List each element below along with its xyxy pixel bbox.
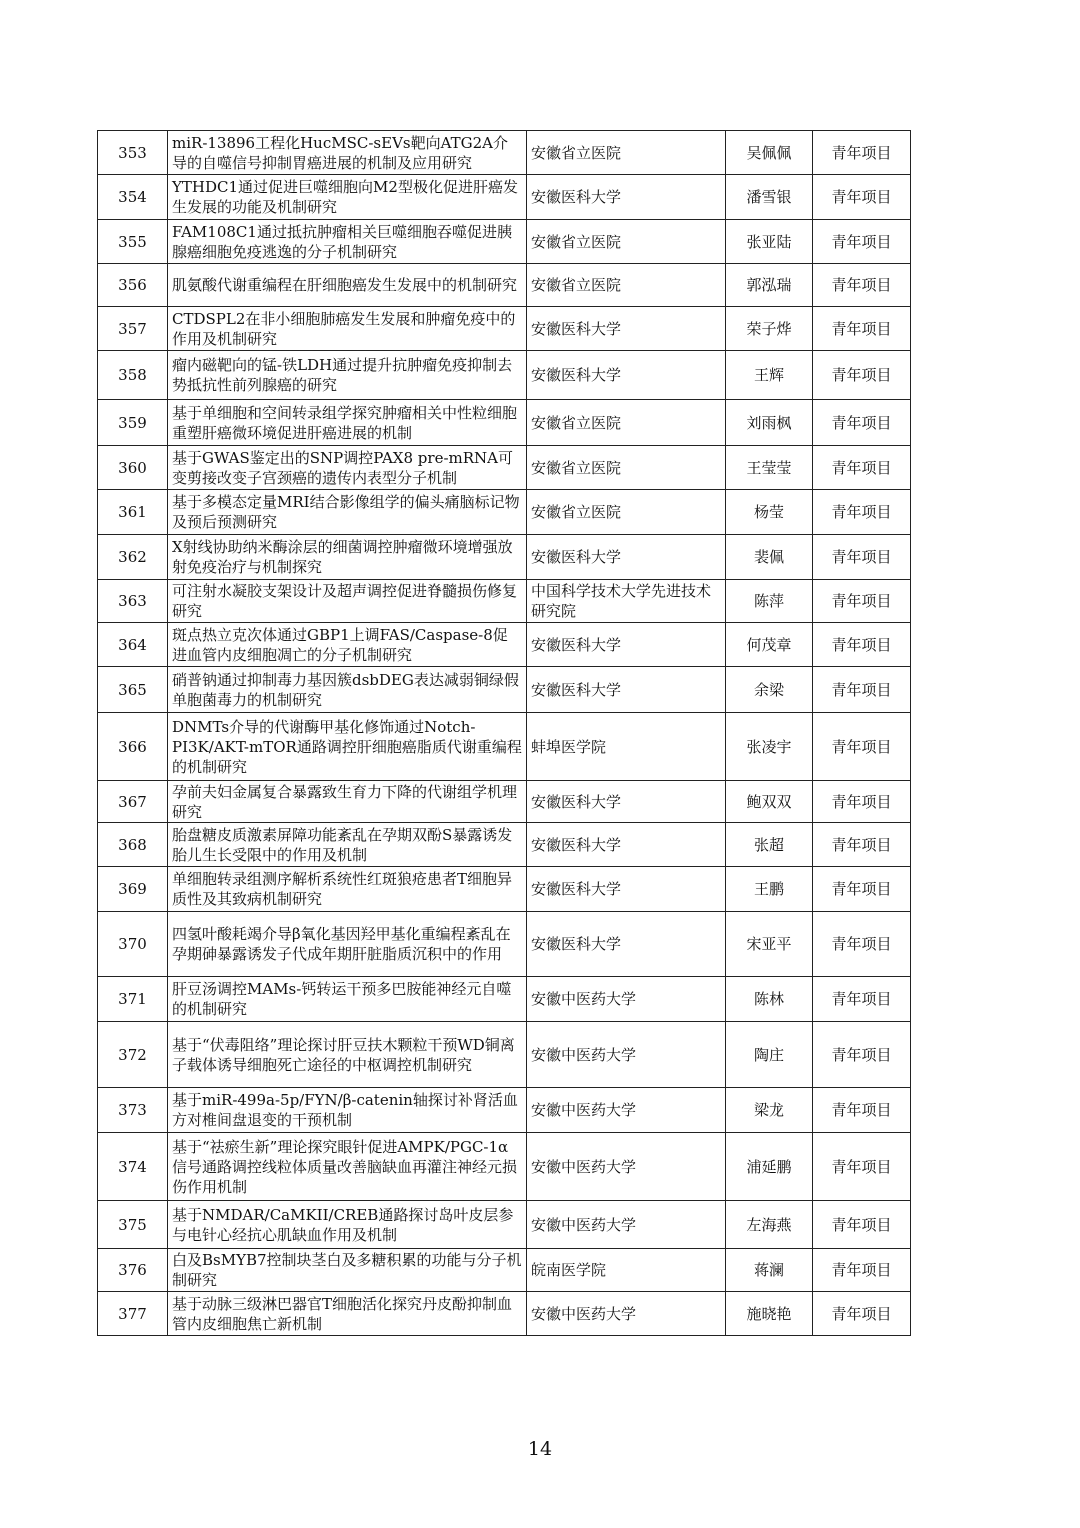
cell-institution: 安徽中医药大学 bbox=[527, 1201, 726, 1249]
cell-institution: 安徽医科大学 bbox=[527, 623, 726, 667]
cell-leader-name: 梁龙 bbox=[726, 1088, 813, 1133]
table-row bbox=[98, 580, 911, 623]
cell-project-title: 瘤内磁靶向的锰-铁LDH通过提升抗肿瘤免疫抑制去势抵抗性前列腺癌的研究 bbox=[168, 351, 527, 400]
cell-project-title: 基于NMDAR/CaMKII/CREB通路探讨岛叶皮层参与电针心经抗心肌缺血作用及机制 bbox=[168, 1201, 527, 1249]
cell-project-title: 肌氨酸代谢重编程在肝细胞癌发生发展中的机制研究 bbox=[168, 264, 527, 307]
table-row bbox=[98, 1022, 911, 1088]
cell-project-title: 单细胞转录组测序解析系统性红斑狼疮患者T细胞异质性及其致病机制研究 bbox=[168, 867, 527, 912]
table-row bbox=[98, 1088, 911, 1133]
cell-project-title: YTHDC1通过促进巨噬细胞向M2型极化促进肝癌发生发展的功能及机制研究 bbox=[168, 175, 527, 220]
cell-number: 356 bbox=[98, 264, 168, 307]
cell-leader-name: 吴佩佩 bbox=[726, 131, 813, 175]
cell-leader-name: 陈林 bbox=[726, 977, 813, 1022]
table-row bbox=[98, 667, 911, 713]
cell-project-title: 基于单细胞和空间转录组学探究肿瘤相关中性粒细胞重塑肝癌微环境促进肝癌进展的机制 bbox=[168, 400, 527, 446]
cell-institution: 安徽省立医院 bbox=[527, 400, 726, 446]
cell-leader-name: 郭泓瑞 bbox=[726, 264, 813, 307]
cell-project-title: 可注射水凝胶支架设计及超声调控促进脊髓损伤修复研究 bbox=[168, 580, 527, 623]
cell-project-type: 青年项目 bbox=[813, 781, 911, 823]
table-row bbox=[98, 220, 911, 264]
cell-project-type: 青年项目 bbox=[813, 307, 911, 351]
cell-number: 358 bbox=[98, 351, 168, 400]
cell-project-type: 青年项目 bbox=[813, 131, 911, 175]
cell-leader-name: 何茂章 bbox=[726, 623, 813, 667]
table-row bbox=[98, 1133, 911, 1201]
table-row bbox=[98, 307, 911, 351]
cell-leader-name: 施晓艳 bbox=[726, 1292, 813, 1336]
cell-institution: 安徽医科大学 bbox=[527, 307, 726, 351]
table-row bbox=[98, 264, 911, 307]
cell-leader-name: 王辉 bbox=[726, 351, 813, 400]
cell-project-title: 斑点热立克次体通过GBP1上调FAS/Caspase-8促进血管内皮细胞凋亡的分子机制研究 bbox=[168, 623, 527, 667]
table-row bbox=[98, 1201, 911, 1249]
cell-institution: 安徽省立医院 bbox=[527, 446, 726, 490]
table-row bbox=[98, 131, 911, 175]
cell-leader-name: 鲍双双 bbox=[726, 781, 813, 823]
table-row bbox=[98, 823, 911, 867]
cell-project-title: 肝豆汤调控MAMs-钙转运干预多巴胺能神经元自噬的机制研究 bbox=[168, 977, 527, 1022]
cell-project-type: 青年项目 bbox=[813, 220, 911, 264]
cell-project-title: 基于多模态定量MRI结合影像组学的偏头痛脑标记物及预后预测研究 bbox=[168, 490, 527, 535]
cell-leader-name: 蒋澜 bbox=[726, 1249, 813, 1292]
cell-project-type: 青年项目 bbox=[813, 535, 911, 580]
cell-number: 357 bbox=[98, 307, 168, 351]
cell-number: 364 bbox=[98, 623, 168, 667]
cell-leader-name: 刘雨枫 bbox=[726, 400, 813, 446]
table-row bbox=[98, 713, 911, 781]
cell-project-type: 青年项目 bbox=[813, 1201, 911, 1249]
cell-institution: 安徽中医药大学 bbox=[527, 1292, 726, 1336]
cell-number: 373 bbox=[98, 1088, 168, 1133]
cell-institution: 安徽省立医院 bbox=[527, 490, 726, 535]
cell-institution: 安徽医科大学 bbox=[527, 175, 726, 220]
cell-number: 367 bbox=[98, 781, 168, 823]
table-row bbox=[98, 175, 911, 220]
cell-project-type: 青年项目 bbox=[813, 580, 911, 623]
cell-leader-name: 陈萍 bbox=[726, 580, 813, 623]
cell-institution: 蚌埠医学院 bbox=[527, 713, 726, 781]
cell-project-type: 青年项目 bbox=[813, 1249, 911, 1292]
cell-project-title: 四氢叶酸耗竭介导β氧化基因羟甲基化重编程紊乱在孕期砷暴露诱发子代成年期肝脏脂质沉积中的作用 bbox=[168, 912, 527, 977]
cell-number: 353 bbox=[98, 131, 168, 175]
cell-number: 360 bbox=[98, 446, 168, 490]
cell-project-type: 青年项目 bbox=[813, 264, 911, 307]
cell-project-type: 青年项目 bbox=[813, 713, 911, 781]
cell-project-title: FAM108C1通过抵抗肿瘤相关巨噬细胞吞噬促进胰腺癌细胞免疫逃逸的分子机制研究 bbox=[168, 220, 527, 264]
cell-number: 369 bbox=[98, 867, 168, 912]
cell-project-type: 青年项目 bbox=[813, 823, 911, 867]
table-row bbox=[98, 400, 911, 446]
cell-project-title: 基于miR-499a-5p/FYN/β-catenin轴探讨补肾活血方对椎间盘退变的干预机制 bbox=[168, 1088, 527, 1133]
table-row bbox=[98, 912, 911, 977]
cell-project-type: 青年项目 bbox=[813, 1088, 911, 1133]
cell-project-type: 青年项目 bbox=[813, 1022, 911, 1088]
cell-institution: 安徽医科大学 bbox=[527, 781, 726, 823]
project-table-body bbox=[98, 131, 911, 1336]
cell-project-title: 胎盘糖皮质激素屏障功能紊乱在孕期双酚S暴露诱发胎儿生长受限中的作用及机制 bbox=[168, 823, 527, 867]
table-row bbox=[98, 977, 911, 1022]
cell-institution: 安徽省立医院 bbox=[527, 131, 726, 175]
cell-institution: 安徽中医药大学 bbox=[527, 1022, 726, 1088]
cell-project-title: miR-13896工程化HucMSC-sEVs靶向ATG2A介导的自噬信号抑制胃癌进展的机制及应用研究 bbox=[168, 131, 527, 175]
cell-leader-name: 王鹏 bbox=[726, 867, 813, 912]
cell-project-type: 青年项目 bbox=[813, 175, 911, 220]
cell-number: 366 bbox=[98, 713, 168, 781]
cell-leader-name: 潘雪银 bbox=[726, 175, 813, 220]
cell-leader-name: 余梁 bbox=[726, 667, 813, 713]
cell-number: 363 bbox=[98, 580, 168, 623]
cell-project-type: 青年项目 bbox=[813, 667, 911, 713]
cell-institution: 安徽医科大学 bbox=[527, 351, 726, 400]
cell-number: 376 bbox=[98, 1249, 168, 1292]
cell-number: 355 bbox=[98, 220, 168, 264]
cell-institution: 安徽中医药大学 bbox=[527, 1088, 726, 1133]
table-row bbox=[98, 535, 911, 580]
cell-project-type: 青年项目 bbox=[813, 351, 911, 400]
cell-project-title: X射线协助纳米酶涂层的细菌调控肿瘤微环境增强放射免疫治疗与机制探究 bbox=[168, 535, 527, 580]
cell-project-title: 基于GWAS鉴定出的SNP调控PAX8 pre-mRNA可变剪接改变子宫颈癌的遗传内表型分子机制 bbox=[168, 446, 527, 490]
cell-leader-name: 张亚陆 bbox=[726, 220, 813, 264]
cell-leader-name: 浦延鹏 bbox=[726, 1133, 813, 1201]
cell-number: 365 bbox=[98, 667, 168, 713]
project-table bbox=[97, 130, 911, 1336]
table-row bbox=[98, 781, 911, 823]
table-row bbox=[98, 1249, 911, 1292]
cell-leader-name: 荣子烨 bbox=[726, 307, 813, 351]
cell-institution: 安徽中医药大学 bbox=[527, 977, 726, 1022]
table-row bbox=[98, 351, 911, 400]
cell-number: 375 bbox=[98, 1201, 168, 1249]
cell-institution: 安徽医科大学 bbox=[527, 912, 726, 977]
cell-number: 377 bbox=[98, 1292, 168, 1336]
cell-leader-name: 陶庄 bbox=[726, 1022, 813, 1088]
cell-project-title: 硝普钠通过抑制毒力基因簇dsbDEG表达减弱铜绿假单胞菌毒力的机制研究 bbox=[168, 667, 527, 713]
cell-leader-name: 杨莹 bbox=[726, 490, 813, 535]
cell-project-title: 基于“伏毒阻络”理论探讨肝豆扶木颗粒干预WD铜离子载体诱导细胞死亡途径的中枢调控机制研究 bbox=[168, 1022, 527, 1088]
cell-project-type: 青年项目 bbox=[813, 400, 911, 446]
cell-leader-name: 裴佩 bbox=[726, 535, 813, 580]
table-row bbox=[98, 490, 911, 535]
cell-number: 368 bbox=[98, 823, 168, 867]
cell-project-title: 基于“祛瘀生新”理论探究眼针促进AMPK/PGC-1α信号通路调控线粒体质量改善脑缺血再灌注神经元损伤作用机制 bbox=[168, 1133, 527, 1201]
cell-project-type: 青年项目 bbox=[813, 623, 911, 667]
cell-project-title: 孕前夫妇金属复合暴露致生育力下降的代谢组学机理研究 bbox=[168, 781, 527, 823]
cell-project-type: 青年项目 bbox=[813, 867, 911, 912]
cell-leader-name: 张凌宇 bbox=[726, 713, 813, 781]
cell-project-title: DNMTs介导的代谢酶甲基化修饰通过Notch-PI3K/AKT-mTOR通路调控肝细胞癌脂质代谢重编程的机制研究 bbox=[168, 713, 527, 781]
cell-project-type: 青年项目 bbox=[813, 446, 911, 490]
cell-project-type: 青年项目 bbox=[813, 1292, 911, 1336]
cell-institution: 安徽医科大学 bbox=[527, 867, 726, 912]
cell-institution: 皖南医学院 bbox=[527, 1249, 726, 1292]
cell-number: 374 bbox=[98, 1133, 168, 1201]
cell-leader-name: 王莹莹 bbox=[726, 446, 813, 490]
cell-number: 361 bbox=[98, 490, 168, 535]
table-row bbox=[98, 867, 911, 912]
cell-number: 370 bbox=[98, 912, 168, 977]
cell-project-title: CTDSPL2在非小细胞肺癌发生发展和肿瘤免疫中的作用及机制研究 bbox=[168, 307, 527, 351]
cell-institution: 安徽医科大学 bbox=[527, 535, 726, 580]
page-number: 14 bbox=[527, 1438, 553, 1460]
cell-institution: 中国科学技术大学先进技术研究院 bbox=[527, 580, 726, 623]
cell-number: 354 bbox=[98, 175, 168, 220]
cell-leader-name: 左海燕 bbox=[726, 1201, 813, 1249]
cell-project-title: 基于动脉三级淋巴器官T细胞活化探究丹皮酚抑制血管内皮细胞焦亡新机制 bbox=[168, 1292, 527, 1336]
cell-institution: 安徽中医药大学 bbox=[527, 1133, 726, 1201]
cell-project-type: 青年项目 bbox=[813, 490, 911, 535]
cell-number: 371 bbox=[98, 977, 168, 1022]
cell-number: 359 bbox=[98, 400, 168, 446]
cell-project-type: 青年项目 bbox=[813, 912, 911, 977]
table-row bbox=[98, 446, 911, 490]
cell-project-type: 青年项目 bbox=[813, 977, 911, 1022]
cell-number: 362 bbox=[98, 535, 168, 580]
cell-project-title: 白及BsMYB7控制块茎白及多糖积累的功能与分子机制研究 bbox=[168, 1249, 527, 1292]
cell-leader-name: 张超 bbox=[726, 823, 813, 867]
cell-project-type: 青年项目 bbox=[813, 1133, 911, 1201]
table-row bbox=[98, 1292, 911, 1336]
cell-institution: 安徽医科大学 bbox=[527, 823, 726, 867]
cell-institution: 安徽省立医院 bbox=[527, 264, 726, 307]
cell-number: 372 bbox=[98, 1022, 168, 1088]
cell-institution: 安徽医科大学 bbox=[527, 667, 726, 713]
cell-leader-name: 宋亚平 bbox=[726, 912, 813, 977]
table-row bbox=[98, 623, 911, 667]
cell-institution: 安徽省立医院 bbox=[527, 220, 726, 264]
